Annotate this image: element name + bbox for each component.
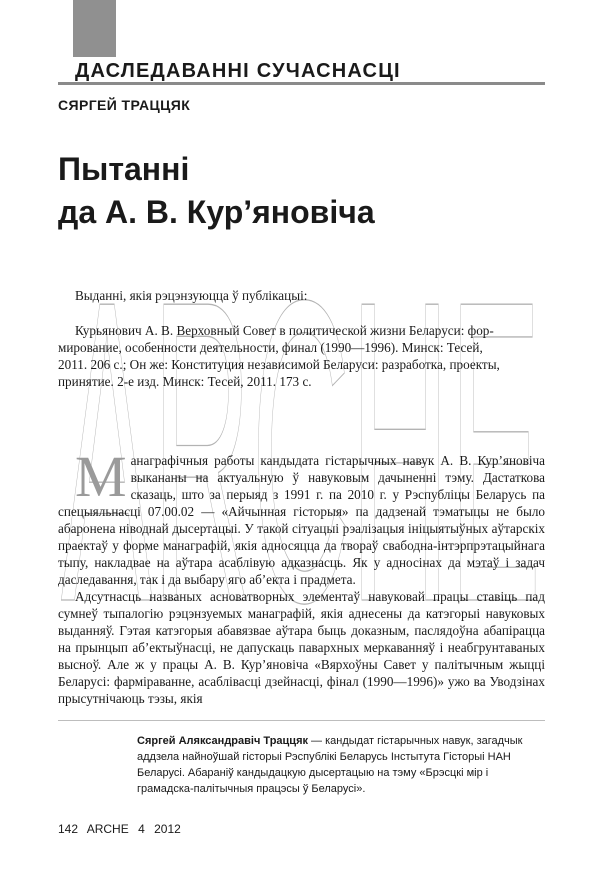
page-number: 142 [58,822,79,836]
body-paragraph [58,444,545,588]
article-title [58,148,548,234]
journal-issue: 4 [138,822,145,836]
section-rule [58,82,545,85]
author-name: СЯРГЕЙ ТРАЦЦЯК [58,97,191,113]
author-note-text: — кандыдат гістарычных навук, загадчык аддзела найноўшай гісторыі Рэспублікі Беларусь Інстытута Гісторыі НАН Беларусі. Абараніў кандыдацкую дысертацыю на тэму «Брэсцкі мір і грамадска-палітычныя працэсы ў Беларусі». [137,735,523,795]
body-paragraph: Адсутнасць названых асноватворных элементаў навуковай працы ставіць пад сумнеў тыпалогію рэцэнзуемых манаграфій, якія аднесены да катэгорыі навуковых выданняў. Гэтая катэгорыя абавязвае аўтара быць доказным, паслядоўна абапірацца на прынцып аб’ектыўнасці, не дапускаць павархных меркаванняў і неабгрунтаваных высноў. Але ж у працы А. В. Кур’яновіча «Вярхоўны Савет у палітычным жыцці Беларусі: фарміраванне, асаблівасці дзейнасці, фінал (1990—1996)» ужо ва Уводзінах прысутнічаюць тэзы, якія [58,589,545,706]
reference-line: 2011. 206 с.; Он же: Конституция независимой Беларуси: разработка, проекты, [58,357,500,372]
footnote-rule [58,720,545,721]
reference-line: мирование, особенности деятельности, финал (1990—1996). Минск: Тесей, [58,340,483,355]
corner-tab [73,0,116,57]
references-intro: Выданні, якія рэцэнзуюцца ў публікацыі: [75,288,308,303]
author-note-name: Сяргей Аляксандравіч Траццяк [137,735,308,747]
reference-line: Курьянович А. В. Верховный Совет в политической жизни Беларуси: фор- [75,323,494,338]
article-title-line-2: да А. В. Кур’яновіча [58,194,375,230]
author-note [137,733,547,797]
reference-entry [58,322,545,390]
journal-year: 2012 [154,822,181,836]
article-title-line-1: Пытанні [58,151,190,187]
watermark-text: ARCHE [61,212,541,692]
page-footer [58,822,187,836]
drop-cap: М [75,444,127,509]
article-body [58,444,545,707]
section-title: ДАСЛЕДАВАННІ СУЧАСНАСЦІ [75,60,401,82]
body-paragraph-text: анаграфічныя работы кандыдата гістарычных навук А. В. Кур’яновіча выкананы на актуальную ў навуковым дачыненні тэму. Дастаткова сказаць, што за перыяд з 1991 г. па 2010 г. у Рэспубліцы Беларусь па спецыяльнасці 07.00.02 — «Айчынная гісторыя» па дадзенай тэматыцы не было абаронена ніводнай дысертацыі. У такой сітуацыі рэалізацыя ініцыятыўных аўтарскіх праектаў у форме манаграфій, якія адносяцца да твораў свабодна-інтэрпрэтацыйнага тыпу, накладвае на аўтара асаблівую адказнасць. Як у адносінах да мэтаў і задач даследавання, так і да выбару яго аб’екта і прадмета. [58,453,545,587]
reference-line: принятие. 2-е изд. Минск: Тесей, 2011. 173 с. [58,374,312,389]
journal-name: ARCHE [86,822,129,836]
